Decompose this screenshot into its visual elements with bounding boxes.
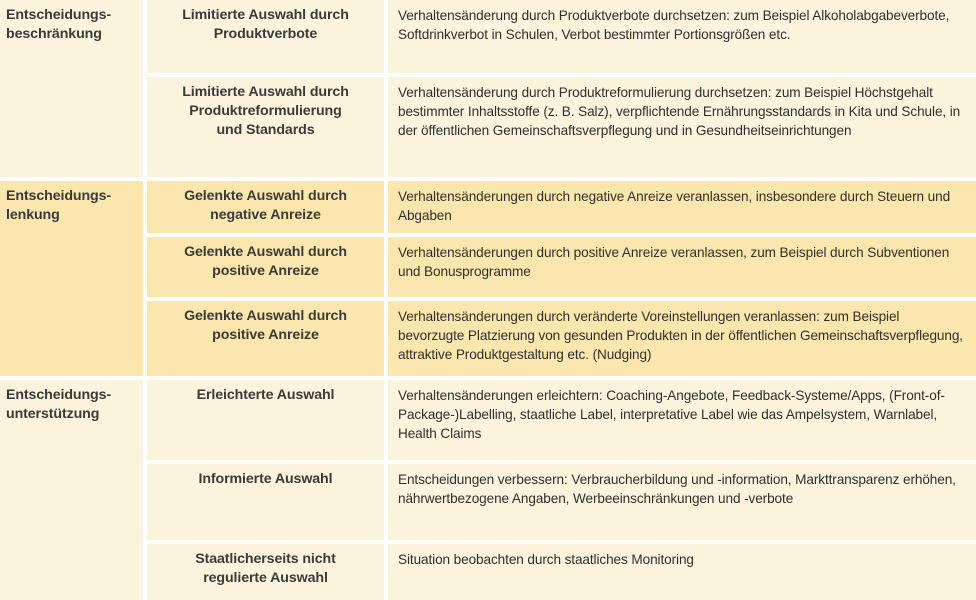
description-cell: Verhaltensänderung durch Produktreformulierung durchsetzen: zum Beispiel Höchstgehalt bestimmter Inhaltsstoffe (z. B. Salz), verpflichtende Ernährungsstandards in Kita und Schule, in der öffentlichen Gemeinschaftsverpflegung und in Gesundheitseinrichtungen bbox=[388, 77, 976, 177]
description-cell: Entscheidungen verbessern: Verbraucherbildung und -information, Markttransparenz erhöhen, nährwertbezogene Angaben, Werbeeinschränkungen und -verbote bbox=[388, 464, 976, 540]
description-cell: Verhaltensänderungen durch negative Anreize veranlassen, insbesondere durch Steuern und Abgaben bbox=[388, 181, 976, 233]
option-cell: Staatlicherseits nicht regulierte Auswahl bbox=[147, 544, 384, 600]
category-entscheidungsunterstuetzung: Entscheidungs- unterstützung bbox=[0, 380, 143, 600]
option-cell: Erleichterte Auswahl bbox=[147, 380, 384, 460]
option-cell: Limitierte Auswahl durch Produktverbote bbox=[147, 0, 384, 73]
category-entscheidungsbeschraenkung: Entscheidungs- beschränkung bbox=[0, 0, 143, 177]
option-cell: Limitierte Auswahl durch Produktreformulierung und Standards bbox=[147, 77, 384, 177]
option-cell: Gelenkte Auswahl durch negative Anreize bbox=[147, 181, 384, 233]
option-cell: Gelenkte Auswahl durch positive Anreize bbox=[147, 237, 384, 297]
option-cell: Gelenkte Auswahl durch positive Anreize bbox=[147, 301, 384, 376]
description-cell: Verhaltensänderungen durch positive Anreize veranlassen, zum Beispiel durch Subventionen und Bonusprogramme bbox=[388, 237, 976, 297]
category-entscheidungslenkung: Entscheidungs- lenkung bbox=[0, 181, 143, 376]
description-cell: Verhaltensänderung durch Produktverbote durchsetzen: zum Beispiel Alkoholabgabeverbote, Softdrinkverbot in Schulen, Verbot bestimmter Portionsgrößen etc. bbox=[388, 0, 976, 73]
option-cell: Informierte Auswahl bbox=[147, 464, 384, 540]
description-cell: Verhaltensänderungen durch veränderte Voreinstellungen veranlassen: zum Beispiel bevorzugte Platzierung von gesunden Produkten in der öffentlichen Gemeinschaftsverpflegung, attraktive Produktgestaltung etc. (Nudging) bbox=[388, 301, 976, 376]
description-cell: Situation beobachten durch staatliches Monitoring bbox=[388, 544, 976, 600]
description-cell: Verhaltensänderungen erleichtern: Coaching-Angebote, Feedback-Systeme/Apps, (Front-of-Package-)Labelling, staatliche Label, interpretative Label wie das Ampelsystem, Warnlabel, Health Claims bbox=[388, 380, 976, 460]
